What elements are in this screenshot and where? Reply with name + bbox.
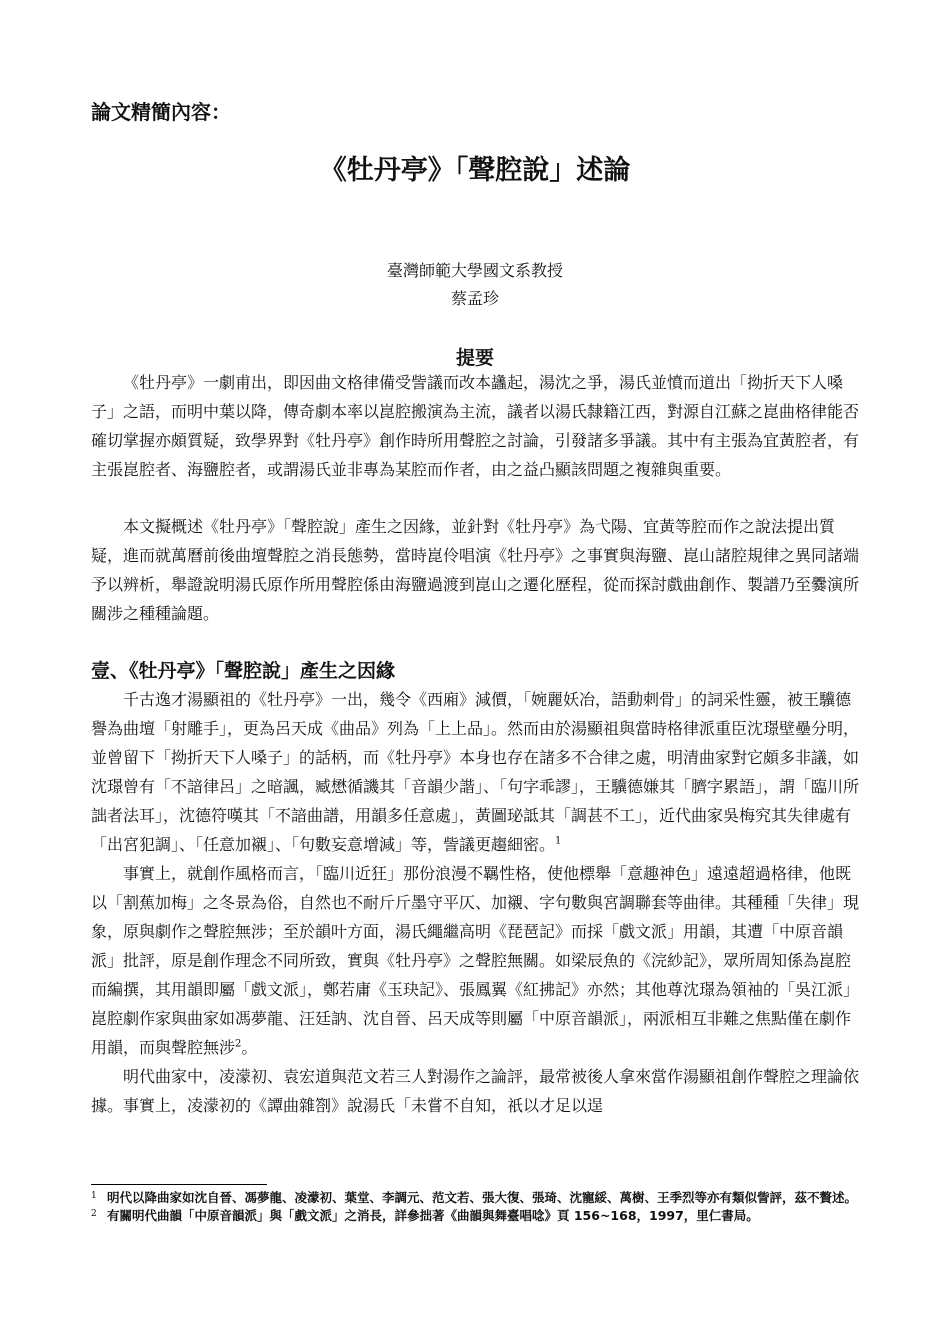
footnote-divider [91,1184,267,1185]
abstract-paragraph-2 [91,512,861,628]
paragraph-tail: 。 [241,1038,258,1057]
body-paragraph-2 [91,859,861,1062]
footnote-1 [91,1190,861,1206]
abstract-paragraph-1 [91,368,861,484]
paragraph-text: 千古逸才湯顯祖的《牡丹亭》一出，幾令《西廂》減價，「婉麗妖冶，語動刺骨」的詞采性靈，被王驥德譽為曲壇「射雕手」，更為呂天成《曲品》列為「上上品」。然而由於湯顯祖與當時格律派重臣沈璟壁壘分明，並曾留下「拗折天下人嗓子」的話柄，而《牡丹亭》本身也存在諸多不合律之處，明清曲家對它頗多非議，如沈璟曾有「不諳律呂」之暗諷，臧懋循譏其「音韻少諧」、「句字乖謬」，王驥德嫌其「臍字累語」，謂「臨川所詘者法耳」，沈德符嘆其「不諳曲譜，用韻多任意處」，黃圖珌詆其「調甚不工」，近代曲家吳梅究其失律處有「出宮犯調」、「任意加襯」、「句數妄意增減」等，訾議更趨細密。 [91,690,860,854]
paragraph-text: 事實上，就創作風格而言，「臨川近狂」那份浪漫不羈性格，使他標舉「意趣神色」遠遠超過格律，他既以「割蕉加梅」之冬景為俗，自然也不耐斤斤墨守平仄、加襯、字句數與宮調聯套等曲律。其種種「失律」現象，原與劇作之聲腔無涉；至於韻叶方面，湯氏繩繼高明《琵琶記》而採「戲文派」用韻，其遭「中原音韻派」批評，原是創作理念不同所致，實與《牡丹亭》之聲腔無關。如梁辰魚的《浣紗記》，眾所周知係為崑腔而編撰，其用韻即屬「戲文派」，鄭若庸《玉玦記》、張鳳翼《紅拂記》亦然；其他尊沈璟為領袖的「吳江派」崑腔劇作家與曲家如馮夢龍、汪廷訥、沈自晉、呂天成等則屬「中原音韻派」，兩派相互非難之焦點僅在劇作用韻，而與聲腔無涉 [91,864,860,1057]
footnote-ref-2[interactable]: 2 [235,1038,242,1050]
section-heading: 壹、《牡丹亭》「聲腔說」產生之因緣 [91,660,396,682]
author-affiliation: 臺灣師範大學國文系教授 [386,261,563,280]
footnotes [91,1190,861,1226]
footnote-text: 有關明代曲韻「中原音韻派」與「戲文派」之消長，詳參拙著《曲韻與舞臺唱唸》頁 156~168，1997，里仁書局。 [107,1208,759,1223]
footnote-2 [91,1208,861,1224]
section-body [91,685,861,1120]
footnote-text: 明代以降曲家如沈自晉、馮夢龍、凌濛初、葉堂、李調元、范文若、張大復、張琦、沈寵綏、萬樹、王季烈等亦有類似訾評，茲不贅述。 [107,1190,858,1205]
footnote-mark: 1 [91,1191,97,1201]
footnote-mark: 2 [91,1209,97,1219]
body-paragraph-1 [91,685,861,859]
section-label: 論文精簡內容： [91,100,231,124]
body-paragraph-3 [91,1062,861,1120]
author-name: 蔡孟珍 [450,289,499,308]
footnote-ref-1[interactable]: 1 [555,835,562,847]
abstract-text: 本文擬概述《牡丹亭》「聲腔說」產生之因緣，並針對《牡丹亭》為弋陽、宜黃等腔而作之說法提出質疑，進而就萬曆前後曲壇聲腔之消長態勢，當時崑伶唱演《牡丹亭》之事實與海鹽、崑山諸腔規律之異同諸端予以辨析，舉證說明湯氏原作所用聲腔係由海鹽過渡到崑山之遷化歷程，從而探討戲曲創作、製譜乃至爨演所關涉之種種論題。 [91,517,860,623]
paper-title: 《牡丹亭》「聲腔說」述論 [319,155,631,186]
paragraph-text: 明代曲家中，凌濛初、袁宏道與范文若三人對湯作之論評，最常被後人拿來當作湯顯祖創作聲腔之理論依據。事實上，凌濛初的《譚曲雜劄》說湯氏「未嘗不自知，祇以才足以逞 [91,1067,860,1115]
abstract-heading: 提要 [455,347,494,369]
abstract-text: 《牡丹亭》一劇甫出，即因曲文格律備受訾議而改本蠭起，湯沈之爭，湯氏並憤而道出「拗折天下人嗓子」之語，而明中葉以降，傳奇劇本率以崑腔搬演為主流，議者以湯氏隸籍江西，對源自江蘇之崑曲格律能否確切掌握亦頗質疑，致學界對《牡丹亭》創作時所用聲腔之討論，引發諸多爭議。其中有主張為宜黃腔者，有主張崑腔者、海鹽腔者，或謂湯氏並非專為某腔而作者，由之益凸顯該問題之複雜與重要。 [91,373,860,479]
